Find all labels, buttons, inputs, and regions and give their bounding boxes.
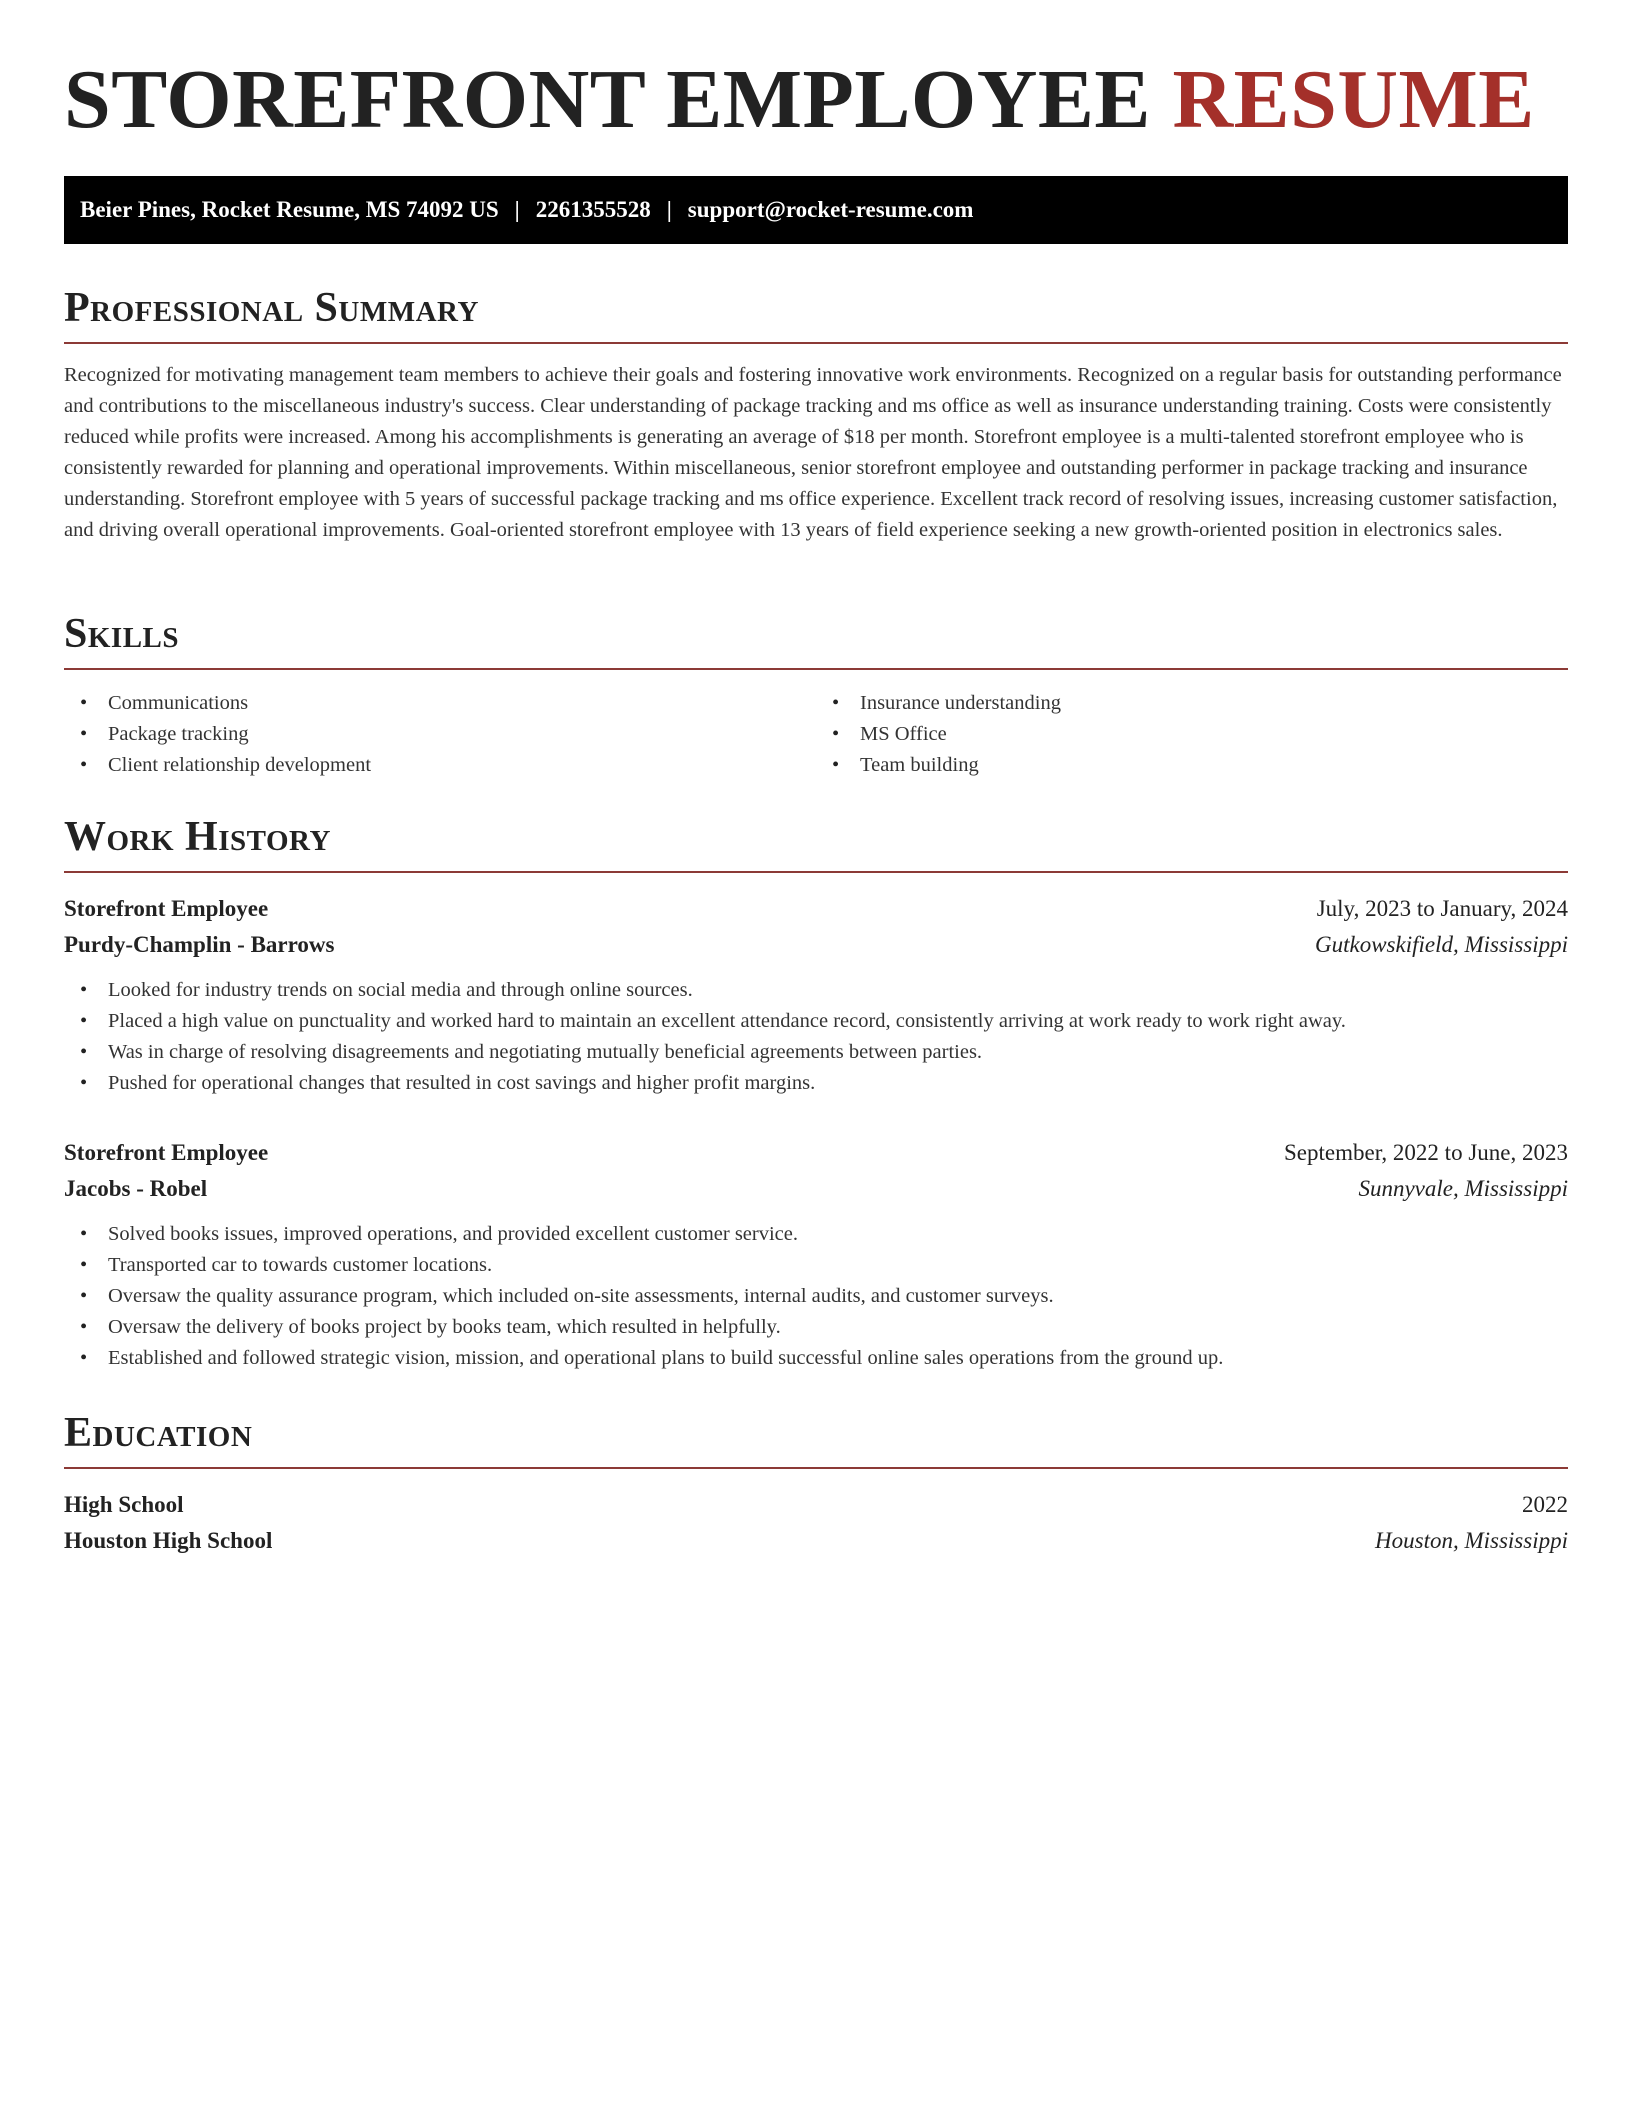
job-dates: July, 2023 to January, 2024 (1316, 896, 1568, 922)
job-location: Sunnyvale, Mississippi (1358, 1176, 1568, 1202)
professional-summary-section (64, 284, 1568, 546)
skill-item: • Communications (80, 688, 816, 719)
skill-item: • MS Office (832, 719, 1568, 750)
job-location: Gutkowskifield, Mississippi (1315, 932, 1568, 958)
skill-item: • Client relationship development (80, 750, 816, 781)
job-bullet: • Transported car to towards customer locations. (80, 1250, 1568, 1281)
job-bullet: • Pushed for operational changes that resulted in cost savings and higher profit margins. (80, 1068, 1568, 1099)
job-header-row (64, 891, 1568, 927)
job-bullet: • Looked for industry trends on social media and through online sources. (80, 975, 1568, 1006)
job-entry (64, 1135, 1568, 1374)
skills-section (64, 610, 1568, 781)
contact-address: Beier Pines, Rocket Resume, MS 74092 US (80, 197, 499, 222)
summary-text: Recognized for motivating management team members to achieve their goals and fostering innovative work environments. Recognized on a regular basis for outstanding performance and contributions to the miscellaneous industry's success. Clear understanding of package tracking and ms office as well as insurance understanding training. Costs were consistently reduced while profits were increased. Among his accomplishments is generating an average of $18 per month. Storefront employee is a multi-talented storefront employee who is consistently rewarded for planning and operational improvements. Within miscellaneous, senior storefront employee and outstanding performer in package tracking and insurance understanding. Storefront employee with 5 years of successful package tracking and ms office experience. Excellent track record of resolving issues, increasing customer satisfaction, and driving overall operational improvements. Goal-oriented storefront employee with 13 years of field experience seeking a new growth-oriented position in electronics sales. (64, 364, 1562, 542)
job-company: Purdy-Champlin - Barrows (64, 932, 335, 958)
skill-item: • Insurance understanding (832, 688, 1568, 719)
education-entry (64, 1487, 1568, 1559)
contact-separator: | (666, 197, 672, 222)
section-heading: Professional Summary (64, 284, 1568, 344)
job-bullets (64, 1219, 1568, 1374)
job-company-row (64, 927, 1568, 963)
job-dates: September, 2022 to June, 2023 (1284, 1140, 1568, 1166)
skills-column-left (64, 688, 816, 781)
contact-phone: 2261355528 (535, 197, 651, 222)
job-bullet: • Was in charge of resolving disagreements and negotiating mutually beneficial agreements between parties. (80, 1037, 1568, 1068)
job-company-row (64, 1171, 1568, 1207)
job-company: Jacobs - Robel (64, 1176, 208, 1202)
job-bullet: • Oversaw the delivery of books project by books team, which resulted in helpfully. (80, 1312, 1568, 1343)
education-degree: High School (64, 1492, 184, 1518)
skills-list (64, 688, 1568, 781)
education-header-row (64, 1487, 1568, 1523)
job-bullet: • Placed a high value on punctuality and worked hard to maintain an excellent attendance record, consistently arriving at work ready to work right away. (80, 1006, 1568, 1037)
education-year: 2022 (1522, 1492, 1568, 1518)
job-entry (64, 891, 1568, 1099)
skill-item: • Team building (832, 750, 1568, 781)
job-bullet: • Solved books issues, improved operations, and provided excellent customer service. (80, 1219, 1568, 1250)
work-history-section (64, 813, 1568, 1374)
education-location: Houston, Mississippi (1375, 1528, 1568, 1554)
contact-email: support@rocket-resume.com (687, 197, 974, 222)
contact-separator: | (514, 197, 520, 222)
section-heading: Work History (64, 813, 1568, 873)
education-section (64, 1409, 1568, 1559)
job-bullets (64, 975, 1568, 1099)
job-header-row (64, 1135, 1568, 1171)
title-accent: RESUME (1172, 53, 1535, 146)
job-bullet: • Established and followed strategic vision, mission, and operational plans to build successful online sales operations from the ground up. (80, 1343, 1568, 1374)
education-school: Houston High School (64, 1528, 273, 1554)
section-heading: Skills (64, 610, 1568, 670)
skill-item: • Package tracking (80, 719, 816, 750)
section-heading: Education (64, 1409, 1568, 1469)
job-bullet: • Oversaw the quality assurance program, which included on-site assessments, internal audits, and customer surveys. (80, 1281, 1568, 1312)
contact-bar (64, 176, 1568, 244)
job-title: Storefront Employee (64, 1140, 269, 1166)
education-school-row (64, 1523, 1568, 1559)
skills-column-right (816, 688, 1568, 781)
title-main: STOREFRONT EMPLOYEE (64, 53, 1151, 146)
job-title: Storefront Employee (64, 896, 269, 922)
resume-title (64, 52, 1535, 149)
